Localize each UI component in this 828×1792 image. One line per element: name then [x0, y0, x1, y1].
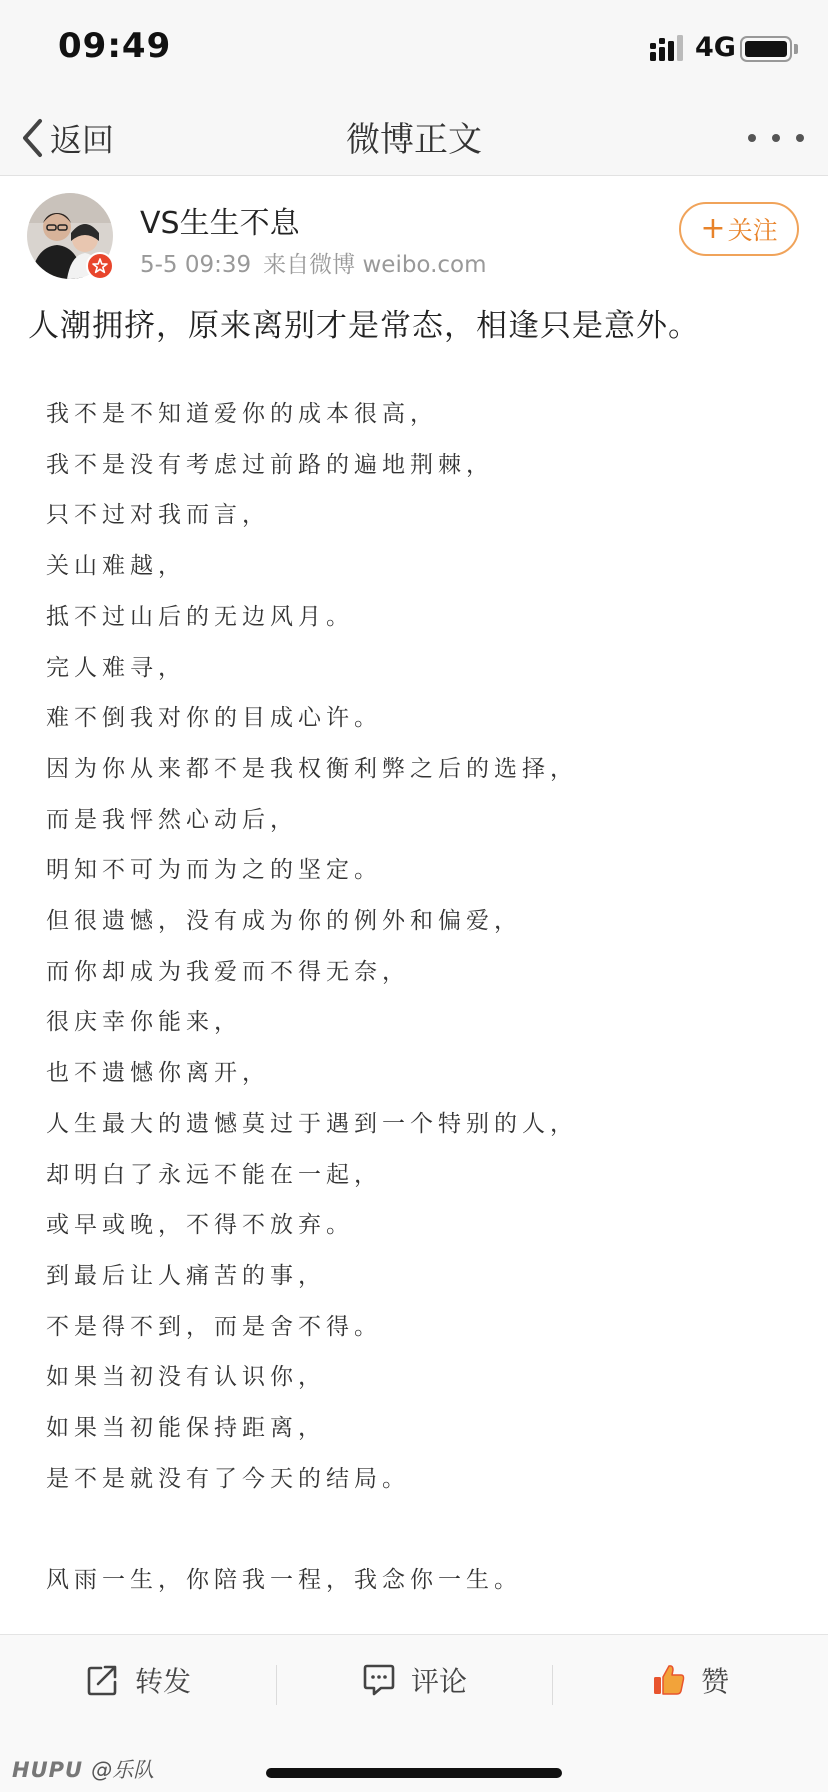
poem-line: 很庆幸你能来，: [46, 1009, 242, 1036]
post-image[interactable]: [28, 370, 800, 1620]
signal-icon: [650, 35, 686, 61]
like-label: 赞: [700, 1665, 729, 1698]
follow-label: 关注: [727, 216, 778, 245]
plus-icon: +: [700, 211, 726, 246]
status-bar: [0, 0, 828, 100]
poem-line: 如果当初没有认识你，: [46, 1364, 326, 1391]
nav-bar: [0, 100, 828, 176]
poem-line: 但很遗憾，没有成为你的例外和偏爱，: [46, 908, 522, 934]
poem-line: 关山难越，: [46, 553, 186, 580]
watermark-brand: HUPU: [12, 1758, 84, 1782]
follow-button[interactable]: [679, 202, 799, 256]
poem-line: 是不是就没有了今天的结局。: [46, 1465, 410, 1492]
network-type: 4G: [695, 32, 736, 63]
poem-line: 也不遗憾你离开，: [46, 1060, 270, 1087]
poem-line: 如果当初能保持距离，: [46, 1415, 326, 1441]
more-icon: [748, 134, 756, 142]
post-meta: [140, 246, 487, 279]
poem-line: 我不是没有考虑过前路的遍地荆棘，: [46, 451, 494, 478]
battery-icon: [740, 36, 792, 62]
more-icon: [772, 134, 780, 142]
battery-tip: [794, 44, 798, 54]
poem-line: 完人难寻，: [46, 654, 186, 681]
action-toolbar: [0, 1634, 828, 1724]
poem-line: 或早或晚，不得不放弃。: [46, 1212, 354, 1239]
poem-line: 而是我怦然心动后，: [46, 806, 298, 833]
user-name[interactable]: VS生生不息: [140, 206, 300, 241]
post-text: 人潮拥挤，原来离别才是常态，相逢只是意外。: [28, 308, 700, 344]
like-button[interactable]: [552, 1635, 828, 1725]
page-title: 微博正文: [346, 120, 482, 160]
poem-line: 抵不过山后的无边风月。: [46, 603, 354, 630]
poem-line: 却明白了永远不能在一起，: [46, 1161, 382, 1188]
status-time: 09:49: [58, 26, 172, 66]
vip-badge-icon: [86, 252, 114, 280]
repost-icon: [85, 1662, 121, 1698]
repost-label: 转发: [134, 1665, 191, 1698]
watermark-handle: @乐队: [91, 1758, 155, 1782]
comment-label: 评论: [410, 1665, 467, 1698]
poem-line: 明知不可为而为之的坚定。: [46, 857, 382, 884]
repost-button[interactable]: [0, 1635, 276, 1725]
poem-line: 因为你从来都不是我权衡利弊之后的选择，: [46, 755, 578, 782]
comment-button[interactable]: [276, 1635, 552, 1725]
more-icon: [796, 134, 804, 142]
poem-line: 只不过对我而言，: [46, 502, 270, 529]
watermark: [12, 1754, 154, 1784]
home-indicator[interactable]: [266, 1768, 562, 1778]
back-button[interactable]: [20, 108, 114, 168]
chevron-left-icon: [20, 117, 46, 159]
post-source: 来自微博 weibo.com: [263, 252, 487, 278]
poem-line: 人生最大的遗憾莫过于遇到一个特别的人，: [46, 1110, 578, 1137]
poem-line: 而你却成为我爱而不得无奈，: [46, 958, 410, 985]
poem-line: 风雨一生，你陪我一程，我念你一生。: [46, 1567, 522, 1594]
poem-line: 到最后让人痛苦的事，: [46, 1262, 326, 1289]
like-icon: [651, 1662, 687, 1698]
more-button[interactable]: [748, 116, 804, 160]
poem-line: 不是得不到，而是舍不得。: [46, 1313, 382, 1340]
poem-line: 难不倒我对你的目成心许。: [46, 705, 382, 732]
back-label: 返回: [50, 121, 115, 159]
comment-icon: [361, 1662, 397, 1698]
post-time: 5-5 09:39: [140, 252, 252, 278]
poem-line: 我不是不知道爱你的成本很高，: [46, 401, 438, 427]
